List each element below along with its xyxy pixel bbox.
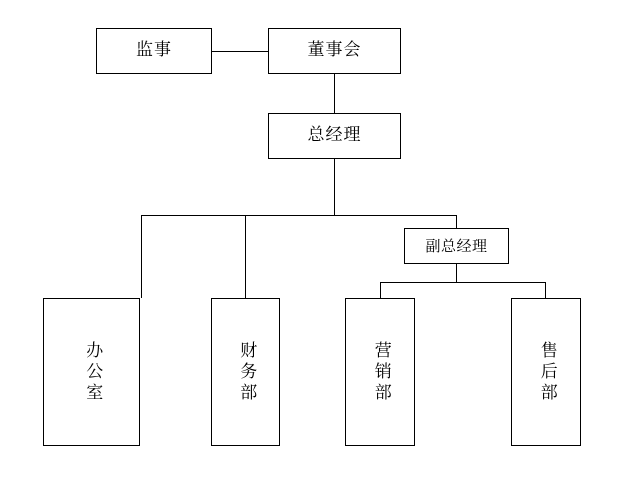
edge-board-gm [334,73,335,113]
edge-deputy-stem [456,264,457,282]
node-marketing-label: 营销部 [370,340,391,404]
edge-gm-deputy [456,215,457,228]
node-finance-label: 财务部 [236,340,257,404]
node-board[interactable] [268,28,401,74]
node-board-label: 董事会 [307,40,362,61]
edge-gm-finance [245,215,246,298]
node-general-manager-label: 总经理 [307,125,362,146]
node-deputy-general-manager[interactable] [404,228,509,264]
node-marketing[interactable] [345,298,415,446]
node-deputy-general-manager-label: 副总经理 [425,236,488,255]
edge-gm-office [141,215,142,298]
node-supervisor[interactable] [96,28,212,74]
edge-supervisor-board [211,51,268,52]
node-finance[interactable] [211,298,280,446]
edge-deputy-aftersales [545,282,546,298]
node-supervisor-label: 监事 [136,40,172,61]
node-office[interactable] [43,298,140,446]
edge-gm-stem [334,159,335,215]
edge-deputy-marketing [380,282,381,298]
node-after-sales[interactable] [511,298,581,446]
node-general-manager[interactable] [268,113,401,159]
edge-deputy-bus [380,282,545,283]
edge-gm-bus [141,215,457,216]
node-office-label: 办公室 [82,340,103,404]
node-after-sales-label: 售后部 [536,340,557,404]
